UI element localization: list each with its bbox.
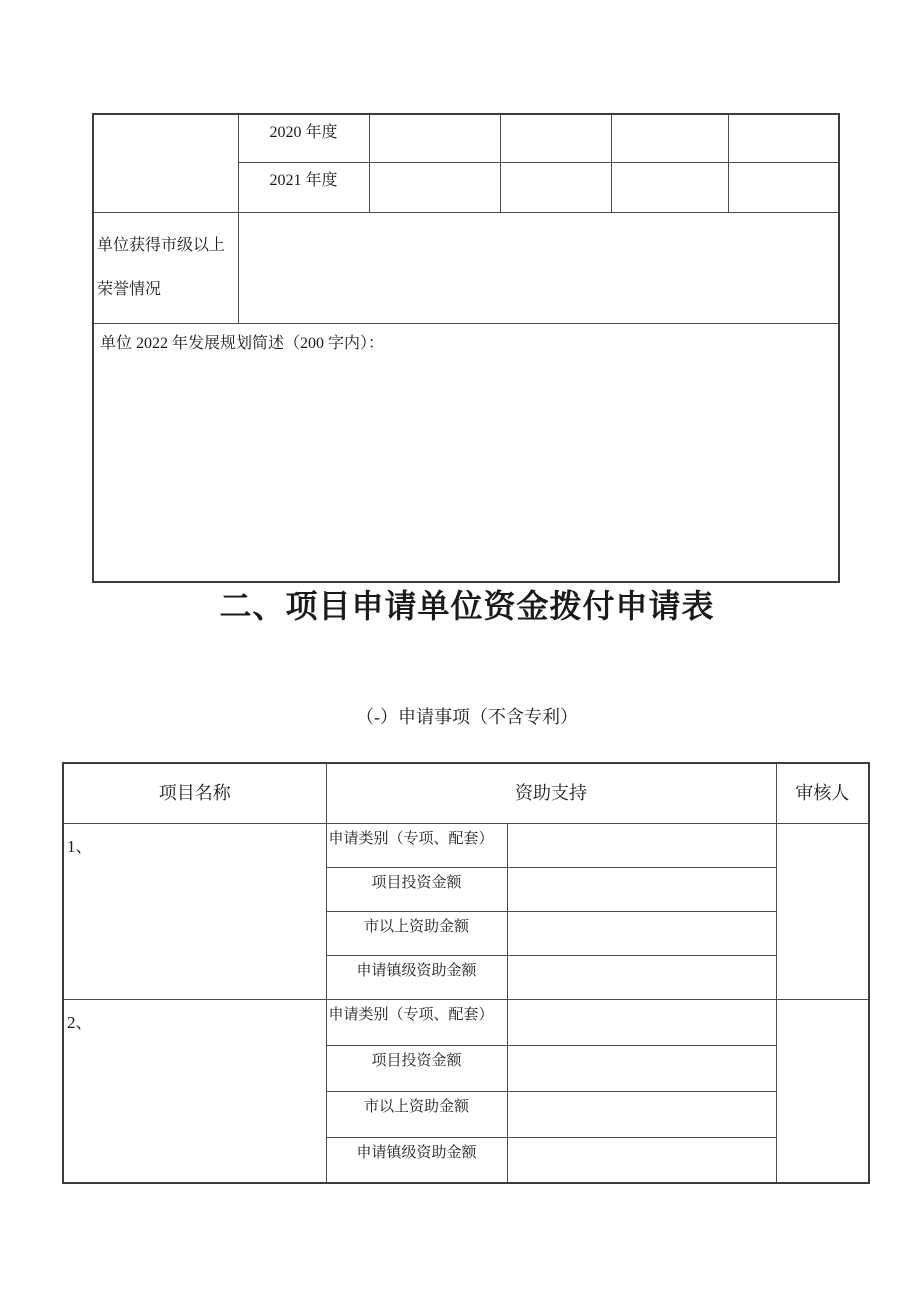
- support-value-cell: [507, 823, 776, 867]
- header-support: 资助支持: [326, 763, 776, 823]
- honor-row: [93, 212, 839, 323]
- plan-row: [93, 323, 839, 582]
- year-2021-label-cell: 2021 年度: [238, 162, 369, 212]
- support-label-cell: 申请镇级资助金额: [326, 1137, 507, 1183]
- support-label-cell: 申请类别（专项、配套）: [326, 823, 507, 867]
- support-value-cell: [507, 1045, 776, 1091]
- empty-data-cell: [369, 162, 500, 212]
- reviewer-cell: [776, 823, 869, 999]
- section-heading: 二、项目申请单位资金拨付申请表: [219, 588, 715, 624]
- support-value-cell: [507, 867, 776, 911]
- empty-data-cell: [500, 162, 611, 212]
- section-subtitle: （-）申请事项（不含专利）: [356, 707, 578, 727]
- unit-info-spill-cell: [93, 114, 238, 212]
- empty-data-cell: [728, 162, 839, 212]
- support-label-cell: 申请镇级资助金额: [326, 955, 507, 999]
- support-label-cell: 市以上资助金额: [326, 1091, 507, 1137]
- honor-label-cell: 单位获得市级以上荣誉情况: [93, 212, 238, 323]
- empty-data-cell: [728, 114, 839, 162]
- support-label-cell: 项目投资金额: [326, 867, 507, 911]
- empty-data-cell: [611, 114, 728, 162]
- year-2020-label-cell: 2020 年度: [238, 114, 369, 162]
- support-value-cell: [507, 955, 776, 999]
- honor-value-cell: [238, 212, 839, 323]
- header-reviewer: 审核人: [776, 763, 869, 823]
- support-label-cell: 项目投资金额: [326, 1045, 507, 1091]
- support-value-cell: [507, 1091, 776, 1137]
- project-row-2: [63, 999, 869, 1045]
- empty-data-cell: [500, 114, 611, 162]
- support-value-cell: [507, 911, 776, 955]
- support-value-cell: [507, 1137, 776, 1183]
- year-row-2020: [93, 114, 839, 162]
- empty-data-cell: [369, 114, 500, 162]
- header-project-name: 项目名称: [63, 763, 326, 823]
- funding-table: [62, 762, 870, 1184]
- project-index-cell: 2、: [63, 999, 326, 1183]
- plan-cell: 单位 2022 年发展规划简述（200 字内）：: [93, 323, 839, 582]
- support-label-cell: 申请类别（专项、配套）: [326, 999, 507, 1045]
- project-index-cell: 1、: [63, 823, 326, 999]
- project-row-1: [63, 823, 869, 867]
- reviewer-cell: [776, 999, 869, 1183]
- empty-data-cell: [611, 162, 728, 212]
- unit-info-table: [92, 113, 840, 583]
- funding-header-row: [63, 763, 869, 823]
- support-value-cell: [507, 999, 776, 1045]
- support-label-cell: 市以上资助金额: [326, 911, 507, 955]
